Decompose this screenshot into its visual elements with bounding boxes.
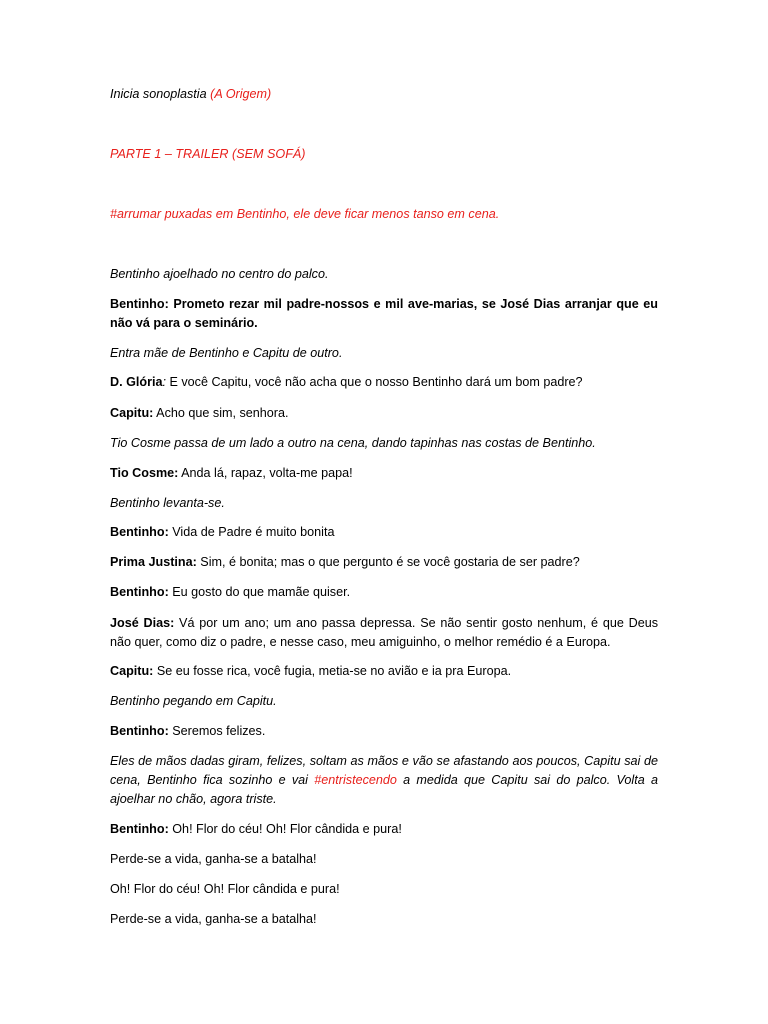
speaker-name: Tio Cosme: bbox=[110, 466, 179, 480]
dialogue-line bbox=[110, 553, 658, 572]
dialogue-text: Acho que sim, senhora. bbox=[153, 406, 289, 420]
dialogue-text: Seremos felizes. bbox=[168, 724, 266, 738]
dialogue-text: Anda lá, rapaz, volta-me papa! bbox=[178, 466, 353, 480]
verse-line: Perde-se a vida, ganha-se a batalha! bbox=[110, 912, 317, 926]
stage-direction: Bentinho ajoelhado no centro do palco. bbox=[110, 267, 329, 281]
direction-text: Eles de mãos dadas giram, felizes, soltam as mãos e vão se afastando aos poucos, Capitu sai de cena, Bentinho fica sozinho e vai bbox=[110, 754, 658, 787]
dialogue-text: Oh! Flor do céu! Oh! Flor cândida e pura! bbox=[168, 822, 402, 836]
stage-direction: Bentinho pegando em Capitu. bbox=[110, 694, 277, 708]
dialogue-text: Sim, é bonita; mas o que pergunto é se você gostaria de ser padre? bbox=[196, 555, 580, 569]
stage-direction-sound bbox=[110, 85, 658, 104]
dialogue-text: Eu gosto do que mamãe quiser. bbox=[168, 585, 351, 599]
red-annotation: #arrumar puxadas em Bentinho, ele deve ficar menos tanso em cena. bbox=[110, 207, 500, 221]
dialogue-line bbox=[110, 404, 658, 423]
speaker-name: Bentinho: bbox=[110, 585, 169, 599]
dialogue-line bbox=[110, 662, 658, 681]
speaker-name: Bentinho: bbox=[110, 297, 169, 311]
dialogue-text: Se eu fosse rica, você fugia, metia-se no avião e ia pra Europa. bbox=[153, 664, 512, 678]
dialogue-line bbox=[110, 523, 658, 542]
dialogue-line bbox=[110, 464, 658, 483]
stage-direction: Entra mãe de Bentinho e Capitu de outro. bbox=[110, 346, 343, 360]
stage-direction: Tio Cosme passa de um lado a outro na cena, dando tapinhas nas costas de Bentinho. bbox=[110, 436, 596, 450]
speaker-name: Capitu: bbox=[110, 664, 154, 678]
direction-text: a medida que Capitu sai do palco. Volta a ajoelhar no chão, agora triste. bbox=[110, 773, 658, 806]
speaker-colon: : bbox=[162, 375, 166, 389]
speaker-name: Capitu: bbox=[110, 406, 154, 420]
dialogue-line bbox=[110, 820, 658, 839]
dialogue-line bbox=[110, 614, 658, 652]
speaker-name: Bentinho: bbox=[110, 822, 169, 836]
dialogue-text: Prometo rezar mil padre-nossos e mil ave-marias, se José Dias arranjar que eu não vá para o seminário. bbox=[110, 297, 658, 330]
speaker-name: José Dias: bbox=[110, 616, 175, 630]
red-note: (A Origem) bbox=[210, 87, 272, 101]
dialogue-text: E você Capitu, você não acha que o nosso Bentinho dará um bom padre? bbox=[165, 375, 583, 389]
dialogue-line bbox=[110, 583, 658, 602]
speaker-name: Prima Justina: bbox=[110, 555, 197, 569]
red-note: #entristecendo bbox=[314, 773, 397, 787]
stage-direction-long bbox=[110, 752, 658, 809]
dialogue-line bbox=[110, 373, 658, 392]
dialogue-text: Vida de Padre é muito bonita bbox=[168, 525, 335, 539]
stage-direction: Bentinho levanta-se. bbox=[110, 496, 225, 510]
verse-line: Oh! Flor do céu! Oh! Flor cândida e pura! bbox=[110, 882, 340, 896]
verse-line: Perde-se a vida, ganha-se a batalha! bbox=[110, 852, 317, 866]
direction-text: Inicia sonoplastia bbox=[110, 87, 211, 101]
speaker-name: Bentinho: bbox=[110, 724, 169, 738]
speaker-name: D. Glória bbox=[110, 375, 163, 389]
dialogue-line bbox=[110, 295, 658, 333]
speaker-name: Bentinho: bbox=[110, 525, 169, 539]
dialogue-text: Vá por um ano; um ano passa depressa. Se não sentir gosto nenhum, é que Deus não quer, como diz o padre, e nesse caso, meu amiguinho, o melhor remédio é a Europa. bbox=[110, 616, 659, 649]
dialogue-line bbox=[110, 722, 658, 741]
part-heading: PARTE 1 – TRAILER (SEM SOFÁ) bbox=[110, 147, 306, 161]
